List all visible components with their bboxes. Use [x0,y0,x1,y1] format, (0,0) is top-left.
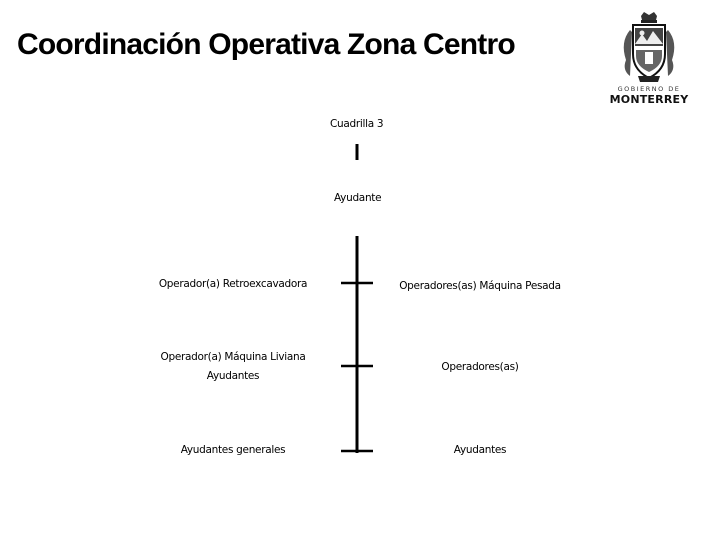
right-node-2: Operadores(as) [441,361,519,373]
left-node-2: Operador(a) Máquina Liviana [160,351,306,363]
right-node-1: Operadores(as) Máquina Pesada [399,280,561,292]
node-top: Cuadrilla 3 [330,118,384,130]
right-node-3: Ayudantes [453,444,507,456]
node-helper: Ayudante [334,192,382,204]
page-title: Coordinación Operativa Zona Centro [17,28,515,61]
logo-top-text: GOBIERNO DE [617,85,681,93]
left-node-2-sub: Ayudantes [206,370,260,382]
logo-bottom-text: MONTERREY [609,93,689,106]
left-node-3: Ayudantes generales [180,444,286,456]
left-node-1: Operador(a) Retroexcavadora [158,278,308,290]
